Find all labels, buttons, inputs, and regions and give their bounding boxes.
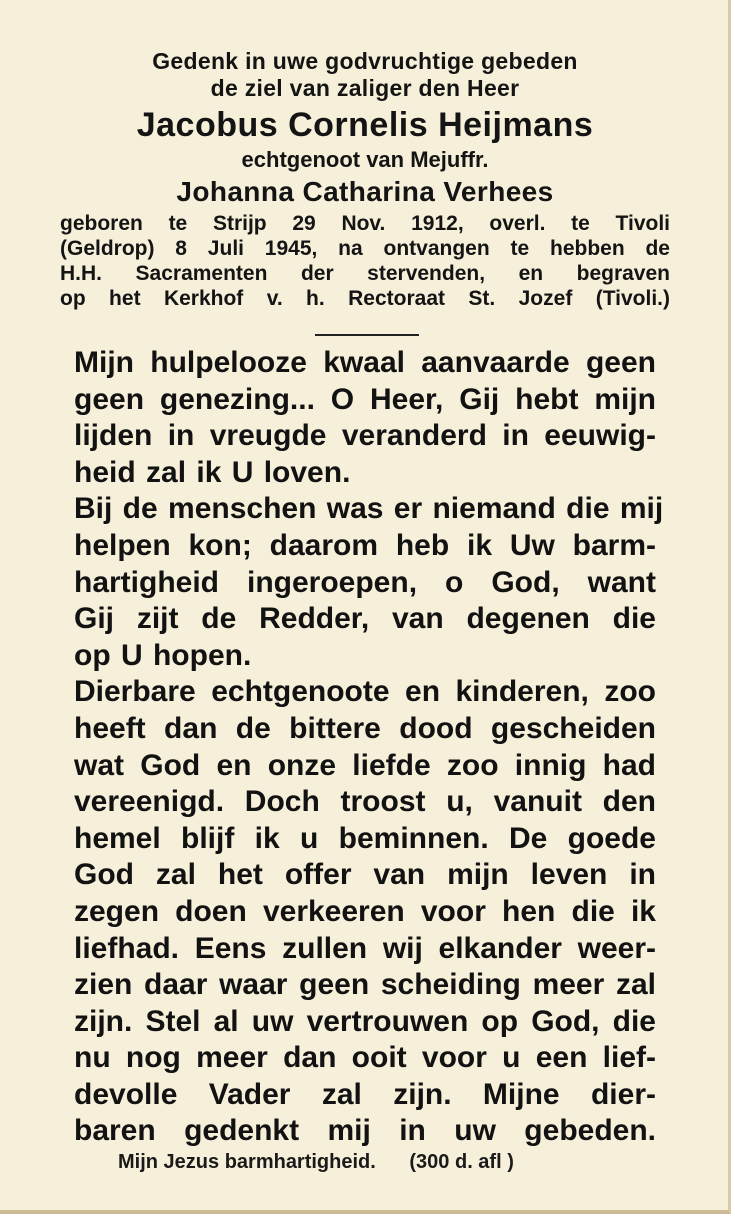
text-line: lijden in vreugde veranderd in eeuwig- [74, 419, 656, 453]
birth-death-details [60, 211, 670, 311]
intro-line-2: de ziel van zaliger den Heer [210, 75, 520, 101]
intro-line-1: Gedenk in uwe godvruchtige gebeden [152, 48, 578, 74]
text-line: zien daar waar geen scheiding meer zal [74, 968, 656, 1002]
details-line: op het Kerkhof v. h. Rectoraat St. Jozef (Tivoli.) [60, 287, 670, 310]
text-line: Mijn hulpelooze kwaal aanvaarde geen [74, 346, 656, 379]
text-line: zegen doen verkeeren voor hen die ik [74, 894, 656, 928]
deceased-name: Jacobus Cornelis Heijmans [136, 106, 594, 144]
text-line: heid zal ik U loven. [74, 455, 351, 489]
text-line: nu nog meer dan ooit voor u een lief- [74, 1041, 656, 1075]
text-line: wat God en onze liefde zoo innig had [74, 748, 656, 782]
text-line: baren gedenkt mij in uw gebeden. [74, 1114, 656, 1148]
card-header [60, 48, 670, 311]
card-footer [118, 1149, 618, 1175]
text-line: Gij zijt de Redder, van degenen die [74, 602, 656, 636]
text-line: zijn. Stel al uw vertrouwen op God, die [74, 1004, 656, 1038]
text-line: God zal het offer van mijn leven in [74, 858, 656, 892]
prayer-text: Mijn Jezus barmhartigheid. [118, 1151, 376, 1173]
text-line: hemel blijf ik u beminnen. De goede [74, 821, 656, 855]
text-line: Dierbare echtgenoote en kinderen, zoo [74, 675, 656, 709]
indulgence-note: (300 d. afl ) [409, 1151, 514, 1173]
text-line: vereenigd. Doch troost u, vanuit den [74, 785, 656, 819]
text-line: helpen kon; daarom heb ik Uw barm- [74, 528, 656, 562]
text-line: geen genezing... O Heer, Gij hebt mijn [74, 382, 656, 416]
text-line: liefhad. Eens zullen wij elkander weer- [74, 931, 656, 965]
details-line: H.H. Sacramenten der stervenden, en begraven [60, 262, 670, 285]
spouse-name: Johanna Catharina Verhees [176, 176, 554, 207]
details-line: geboren te Strijp 29 Nov. 1912, overl. te Tivoli [60, 212, 670, 235]
text-line: Bij de menschen was er niemand die mij [74, 492, 664, 526]
divider-rule [315, 334, 419, 336]
text-line: hartigheid ingeroepen, o God, want [74, 565, 656, 599]
spouse-label: echtgenoot van Mejuffr. [241, 147, 489, 172]
memorial-text [74, 345, 664, 1150]
details-line: (Geldrop) 8 Juli 1945, na ontvangen te hebben de [60, 237, 670, 260]
text-line: op U hopen. [74, 638, 252, 672]
text-line: heeft dan de bittere dood gescheiden [74, 711, 656, 745]
text-line: devolle Vader zal zijn. Mijne dier- [74, 1077, 656, 1111]
